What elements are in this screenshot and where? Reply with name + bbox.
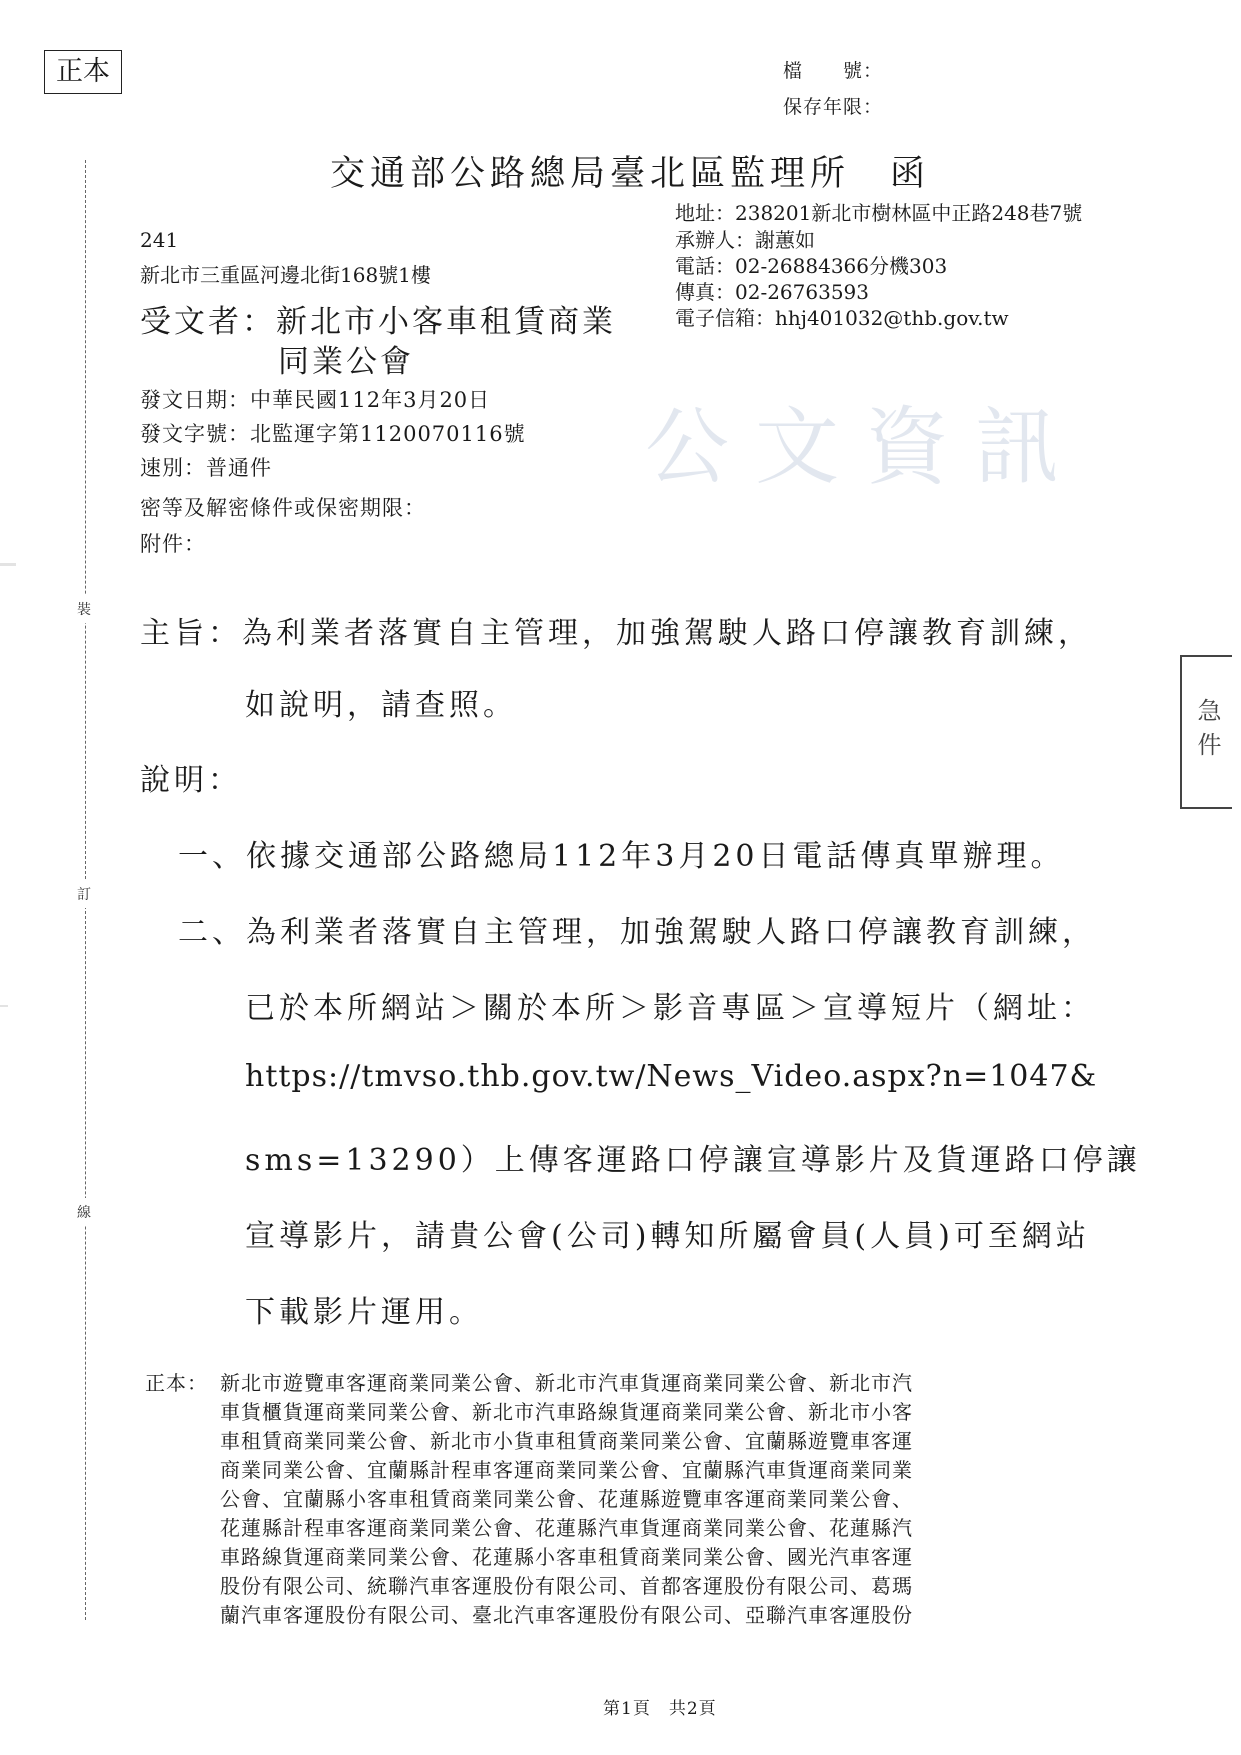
cc-line: 車貨櫃貨運商業同業公會、新北市汽車路線貨運商業同業公會、新北市小客 (220, 1400, 913, 1424)
cc-line: 商業同業公會、宜蘭縣計程車客運商業同業公會、宜蘭縣汽車貨運商業同業 (220, 1458, 913, 1482)
retention-label: 保存年限： (783, 96, 884, 118)
item-2-url-line: https://tmvso.thb.gov.tw/News_Video.aspx?n=1047& (245, 1059, 1098, 1094)
item-2-line-5: 宣導影片，請貴公會(公司)轉知所屬會員(人員)可至網站 (245, 1219, 1090, 1254)
cc-label: 正本： (145, 1371, 208, 1395)
item-2-line-4: sms=13290）上傳客運路口停讓宣導影片及貨運路口停讓 (245, 1143, 1141, 1178)
document-title: 交通部公路總局臺北區監理所 函 (330, 154, 931, 194)
watermark: 公文資訊 (645, 398, 1086, 496)
binding-char-xian: 線 (77, 1198, 91, 1226)
side-stamp: 急件 (1180, 655, 1232, 809)
original-copy-stamp: 正本 (44, 50, 122, 94)
cc-line: 蘭汽車客運股份有限公司、臺北汽車客運股份有限公司、亞聯汽車客運股份 (220, 1603, 913, 1627)
cc-line: 股份有限公司、統聯汽車客運股份有限公司、首都客運股份有限公司、葛瑪 (220, 1574, 913, 1598)
cc-line: 公會、宜蘭縣小客車租賃商業同業公會、花蓮縣遊覽車客運商業同業公會、 (220, 1487, 913, 1511)
subject-line-1: 主旨：為利業者落實自主管理，加強駕駛人路口停讓教育訓練， (140, 616, 1092, 651)
cc-line: 車租賃商業同業公會、新北市小貨車租賃商業同業公會、宜蘭縣遊覽車客運 (220, 1429, 913, 1453)
recipient-line-1: 受文者：新北市小客車租賃商業 (140, 304, 616, 340)
classification: 密等及解密條件或保密期限： (140, 496, 426, 520)
file-number-label: 檔 號： (783, 60, 884, 82)
item-1: 一、依據交通部公路總局112年3月20日電話傳真單辦理。 (178, 839, 1065, 874)
recipient-zip: 241 (140, 228, 179, 252)
issue-number: 發文字號：北監運字第1120070116號 (140, 422, 526, 446)
recipient-line-2: 同業公會 (278, 344, 414, 380)
explanation-heading: 說明： (140, 763, 242, 798)
attachment: 附件： (140, 532, 206, 556)
contact-person: 承辦人：謝蕙如 (675, 228, 815, 252)
item-2-line-6: 下載影片運用。 (245, 1295, 483, 1330)
cc-line: 花蓮縣計程車客運商業同業公會、花蓮縣汽車貨運商業同業公會、花蓮縣汽 (220, 1516, 913, 1540)
fax: 傳真：02-26763593 (675, 280, 870, 304)
page-number: 第1頁 共2頁 (603, 1699, 717, 1719)
subject-line-2: 如說明，請查照。 (245, 688, 517, 723)
item-2-line-1: 二、為利業者落實自主管理，加強駕駛人路口停讓教育訓練， (178, 915, 1096, 950)
cc-line: 新北市遊覽車客運商業同業公會、新北市汽車貨運商業同業公會、新北市汽 (220, 1371, 913, 1395)
phone: 電話：02-26884366分機303 (675, 254, 948, 278)
item-2-line-2: 已於本所網站＞關於本所＞影音專區＞宣導短片（網址： (245, 991, 1095, 1026)
binding-char-ding: 訂 (77, 880, 91, 908)
cc-list (220, 1369, 1080, 1630)
cc-line: 車路線貨運商業同業公會、花蓮縣小客車租賃商業同業公會、國光汽車客運 (220, 1545, 913, 1569)
email: 電子信箱：hhj401032@thb.gov.tw (675, 306, 1009, 330)
speed: 速別：普通件 (140, 456, 272, 480)
issue-date: 發文日期：中華民國112年3月20日 (140, 388, 491, 412)
binding-char-zhuang: 裝 (77, 595, 91, 623)
recipient-address: 新北市三重區河邊北街168號1樓 (140, 263, 431, 287)
sender-address: 地址：238201新北市樹林區中正路248巷7號 (675, 201, 1083, 225)
